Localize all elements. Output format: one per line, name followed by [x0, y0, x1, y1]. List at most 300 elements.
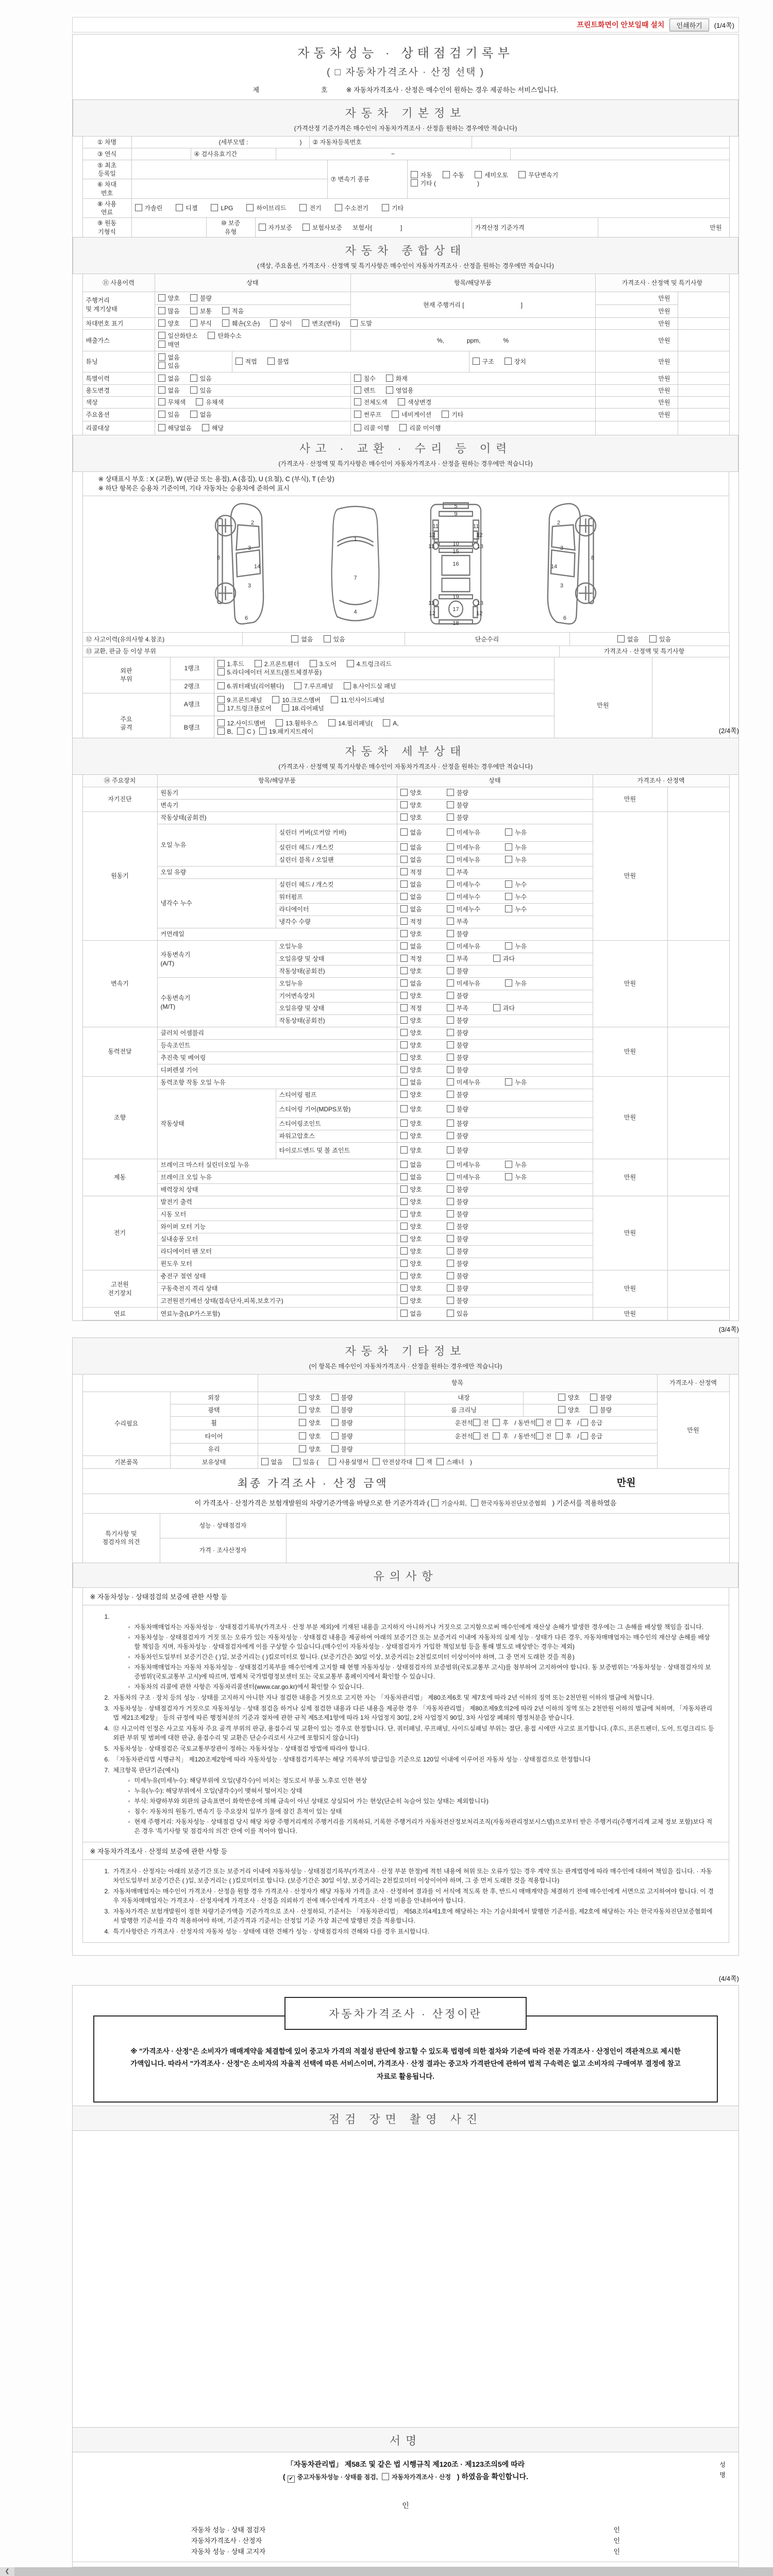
checkbox[interactable]	[217, 660, 225, 667]
checkbox[interactable]	[400, 930, 408, 937]
checkbox[interactable]	[299, 1419, 306, 1426]
table-cell: ⑤ 최초 등록일	[82, 160, 131, 179]
section-accident-history	[73, 435, 738, 472]
checkbox[interactable]	[158, 411, 165, 418]
option-label: 없음	[167, 375, 180, 382]
table-cell: 현재 주행거리 [ ]	[350, 292, 595, 318]
checkbox-option	[400, 1091, 422, 1099]
option-label: 없음	[410, 1161, 422, 1169]
horizontal-scrollbar[interactable]	[0, 2567, 773, 2576]
checkbox[interactable]	[447, 1016, 454, 1024]
option-label: 양호	[410, 1285, 422, 1293]
checkbox[interactable]	[447, 1310, 454, 1317]
option-label: 잭	[426, 1458, 432, 1466]
checkbox[interactable]	[447, 1223, 454, 1230]
checkbox[interactable]	[400, 1066, 408, 1073]
checkbox[interactable]	[436, 1458, 444, 1465]
checkbox[interactable]	[447, 918, 454, 925]
checkbox[interactable]	[447, 1198, 454, 1205]
checkbox[interactable]	[400, 1272, 408, 1279]
checkbox[interactable]	[158, 341, 165, 348]
checkbox[interactable]	[222, 319, 229, 327]
checkbox[interactable]	[400, 1223, 408, 1230]
checkbox[interactable]	[400, 1310, 408, 1317]
checkbox[interactable]	[272, 696, 279, 703]
checkbox[interactable]	[400, 1078, 408, 1086]
checkbox[interactable]	[294, 682, 301, 689]
checkbox[interactable]	[447, 905, 454, 912]
option-label: 응급	[590, 1419, 603, 1427]
checkbox[interactable]	[447, 1161, 454, 1168]
checkbox[interactable]	[208, 332, 215, 339]
checkbox[interactable]	[236, 358, 243, 365]
checkbox[interactable]	[324, 635, 331, 642]
table-cell	[258, 1404, 405, 1417]
checkbox[interactable]	[558, 1394, 565, 1401]
checkbox[interactable]	[344, 682, 351, 689]
option-label: 6.쿼터패널(리어휀다)	[227, 682, 284, 690]
checkbox[interactable]	[447, 1029, 454, 1036]
option-label: 불량	[456, 1132, 468, 1140]
checkbox[interactable]	[400, 1105, 408, 1112]
table-cell: 조향	[82, 1077, 157, 1159]
checkbox[interactable]	[505, 843, 512, 851]
checkbox[interactable]	[400, 1132, 408, 1139]
checkbox[interactable]	[493, 1419, 500, 1426]
table-cell: 스티어링 펌프	[276, 1089, 397, 1101]
checkbox[interactable]	[331, 1406, 339, 1413]
checkbox[interactable]	[447, 880, 454, 888]
checkbox[interactable]	[299, 1432, 306, 1439]
checkbox[interactable]	[217, 682, 225, 689]
checkbox[interactable]	[447, 856, 454, 863]
checkbox[interactable]	[354, 386, 361, 394]
checkbox[interactable]	[447, 1105, 454, 1112]
checkbox[interactable]	[400, 992, 408, 999]
checkbox[interactable]	[303, 224, 310, 231]
checkbox[interactable]	[158, 332, 165, 339]
checkbox[interactable]	[158, 319, 165, 327]
checkbox[interactable]	[447, 967, 454, 974]
checkbox[interactable]	[190, 307, 197, 314]
table-cell	[232, 351, 469, 372]
checkbox[interactable]	[447, 1272, 454, 1279]
checkbox[interactable]	[447, 1091, 454, 1098]
checkbox[interactable]	[400, 1161, 408, 1168]
checkbox[interactable]	[158, 424, 165, 431]
checkbox[interactable]	[447, 955, 454, 962]
table-cell: (세부모델 : )	[131, 137, 309, 148]
checkbox-option	[158, 411, 180, 419]
table-cell: 실린더 블록 / 오일팬	[276, 854, 397, 867]
diagram-part-number: 19	[452, 594, 459, 600]
checkbox[interactable]	[354, 411, 361, 418]
checkbox[interactable]	[302, 319, 309, 327]
scroll-left-arrow-icon[interactable]: ❮	[0, 2567, 14, 2576]
checkbox[interactable]	[447, 1041, 454, 1048]
checkbox[interactable]	[270, 319, 277, 327]
checkbox[interactable]	[158, 386, 165, 394]
checkbox[interactable]	[447, 828, 454, 836]
checkbox[interactable]	[400, 1297, 408, 1304]
checkbox[interactable]	[505, 358, 512, 365]
table-cell	[595, 421, 678, 435]
checkbox[interactable]	[267, 358, 275, 365]
document-title: 자동차성능 · 상태점검기록부	[297, 46, 514, 60]
checkbox[interactable]	[411, 179, 418, 187]
checkbox[interactable]	[447, 1260, 454, 1267]
checkbox[interactable]	[158, 398, 165, 405]
option-label: 기타	[392, 204, 404, 212]
checkbox[interactable]	[505, 1078, 512, 1086]
checkbox[interactable]	[382, 2473, 389, 2480]
checkbox-option	[299, 1419, 321, 1427]
checkbox[interactable]	[443, 171, 450, 178]
checkbox[interactable]	[475, 171, 482, 178]
checkbox[interactable]	[447, 942, 454, 950]
checkbox[interactable]	[505, 942, 512, 950]
checkbox[interactable]	[400, 1146, 408, 1154]
checkbox[interactable]	[447, 814, 454, 821]
checkbox[interactable]	[400, 856, 408, 863]
checkbox[interactable]	[447, 868, 454, 875]
table-cell	[131, 179, 327, 198]
checkbox[interactable]	[261, 1458, 268, 1465]
checkbox[interactable]	[447, 893, 454, 900]
checkbox[interactable]	[400, 828, 408, 836]
checkbox[interactable]	[331, 1445, 339, 1452]
checkbox[interactable]	[447, 1247, 454, 1255]
checkbox-option	[335, 204, 368, 212]
option-label: 4.트렁크리드	[356, 660, 392, 668]
checkbox[interactable]	[505, 880, 512, 888]
option-label: 미세누유	[456, 980, 481, 988]
option-label: 변조(변타)	[312, 320, 340, 328]
table-cell: ⑦ 변속기 종류	[327, 160, 407, 199]
option-label: 양호	[410, 1211, 422, 1218]
checkbox[interactable]	[400, 967, 408, 974]
checkbox[interactable]	[400, 843, 408, 851]
checkbox[interactable]	[447, 1210, 454, 1217]
checkbox[interactable]	[331, 1394, 339, 1401]
checkbox[interactable]	[493, 1432, 500, 1439]
checkbox[interactable]	[447, 843, 454, 851]
checkbox[interactable]	[581, 1432, 588, 1439]
checkbox[interactable]	[310, 660, 317, 667]
checkbox-option	[400, 1198, 422, 1206]
table-cell	[131, 160, 327, 179]
checkbox[interactable]	[400, 1016, 408, 1024]
checkbox[interactable]	[222, 307, 229, 314]
table-cell	[397, 1221, 593, 1233]
checkbox[interactable]	[400, 979, 408, 987]
checkbox[interactable]	[400, 814, 408, 821]
checkbox[interactable]	[354, 375, 361, 382]
checkbox[interactable]	[259, 224, 266, 231]
checkbox[interactable]	[190, 375, 197, 382]
table-cell: 오일 누유	[157, 824, 276, 867]
checkbox[interactable]	[447, 1004, 454, 1011]
checkbox[interactable]	[400, 880, 408, 888]
diagram-part-number: 16	[452, 561, 459, 568]
checkbox[interactable]	[431, 1499, 439, 1506]
checkbox[interactable]	[447, 1284, 454, 1292]
checkbox[interactable]	[400, 1185, 408, 1193]
checkbox[interactable]	[493, 955, 500, 962]
table-cell	[397, 879, 593, 891]
checkbox-option	[400, 1054, 422, 1062]
checkbox[interactable]	[158, 353, 165, 361]
checkbox-option	[329, 1458, 368, 1466]
checkbox[interactable]	[400, 942, 408, 950]
checkbox[interactable]	[447, 1120, 454, 1127]
checkbox-option	[217, 668, 322, 676]
checkbox[interactable]	[299, 204, 307, 211]
checkbox[interactable]	[400, 1029, 408, 1036]
option-label: 전	[545, 1419, 552, 1427]
option-label: 없음	[410, 856, 422, 864]
option-label: 있음	[167, 411, 180, 419]
checkbox[interactable]	[400, 801, 408, 808]
checkbox[interactable]	[399, 424, 407, 431]
option-label: 불량	[456, 814, 468, 822]
option-label: 구조	[482, 358, 494, 366]
checkbox[interactable]	[190, 386, 197, 394]
checkbox[interactable]	[335, 204, 342, 211]
checkbox[interactable]	[505, 893, 512, 900]
table-cell: 만원	[593, 1308, 667, 1320]
checkbox[interactable]	[447, 801, 454, 808]
table-cell: 발전기 출력	[157, 1196, 397, 1209]
car-damage-diagram	[82, 496, 729, 633]
checkbox[interactable]	[400, 893, 408, 900]
checkbox[interactable]	[400, 1198, 408, 1205]
checkbox[interactable]	[329, 1458, 336, 1465]
checkbox[interactable]	[416, 1458, 424, 1465]
checkbox[interactable]	[386, 375, 393, 382]
checkbox[interactable]	[556, 1432, 563, 1439]
checkbox[interactable]	[447, 1235, 454, 1242]
checkbox[interactable]	[400, 1091, 408, 1098]
checkbox[interactable]	[400, 1120, 408, 1127]
checkbox[interactable]	[246, 204, 254, 211]
checkbox[interactable]	[400, 1235, 408, 1242]
checkbox[interactable]	[293, 1458, 300, 1465]
checkbox[interactable]	[590, 1406, 597, 1413]
checkbox[interactable]	[536, 1432, 543, 1439]
table-cell	[397, 1184, 593, 1196]
option-label: 미세누수	[456, 906, 481, 913]
checkbox[interactable]	[176, 204, 183, 211]
checkbox[interactable]	[411, 171, 418, 178]
option-label: 없음	[199, 411, 212, 419]
option-label: 응급	[590, 1433, 603, 1440]
option-label: 적법	[245, 358, 257, 366]
checkbox[interactable]	[291, 635, 298, 642]
checkbox-option	[447, 828, 480, 837]
checkbox-option	[505, 843, 527, 852]
checkbox[interactable]	[400, 789, 408, 796]
table-cell: 가격산정 기준가격	[472, 218, 598, 238]
checkbox[interactable]	[400, 955, 408, 962]
checkbox[interactable]	[202, 424, 209, 431]
checkbox[interactable]	[447, 1078, 454, 1086]
checkbox[interactable]	[400, 918, 408, 925]
checkbox[interactable]	[505, 828, 512, 836]
table-cell: 용도변경	[82, 385, 155, 397]
checkbox[interactable]	[398, 398, 405, 405]
checkbox[interactable]	[347, 660, 354, 667]
table-cell: 연료누출(LP가스포함)	[157, 1308, 397, 1320]
checkbox[interactable]	[373, 1458, 380, 1465]
checkbox[interactable]	[447, 1173, 454, 1180]
checkbox[interactable]	[135, 204, 142, 211]
checkbox[interactable]	[581, 1419, 588, 1426]
table-cell: 특별이력	[82, 372, 155, 385]
checkbox[interactable]	[354, 424, 361, 431]
print-button[interactable]: 인쇄하기	[669, 19, 709, 31]
checkbox[interactable]	[518, 171, 526, 178]
checkbox[interactable]	[447, 979, 454, 987]
checkbox-option	[354, 386, 376, 395]
checkbox[interactable]	[299, 1394, 306, 1401]
option-label: 없음	[167, 353, 180, 361]
checkbox[interactable]	[400, 1210, 408, 1217]
checkbox[interactable]	[354, 398, 361, 405]
checkbox[interactable]	[400, 1260, 408, 1267]
checkbox[interactable]	[649, 635, 657, 642]
option-label: 3.도어	[319, 660, 337, 668]
table-cell	[397, 1258, 593, 1270]
checkbox[interactable]	[447, 789, 454, 796]
checkbox[interactable]	[158, 362, 165, 369]
checkbox[interactable]	[299, 1406, 306, 1413]
checkbox[interactable]	[400, 1173, 408, 1180]
checkbox[interactable]	[217, 704, 225, 711]
table-cell: 휠	[170, 1417, 258, 1430]
table-cell	[82, 1375, 258, 1392]
checkbox[interactable]	[473, 1432, 480, 1439]
checkbox[interactable]	[400, 1284, 408, 1292]
checkbox[interactable]	[447, 1054, 454, 1061]
option-label: LPG	[221, 204, 233, 212]
checkbox[interactable]	[400, 1247, 408, 1255]
checkbox[interactable]	[536, 1419, 543, 1426]
checkbox[interactable]	[190, 319, 197, 327]
form-table	[82, 1374, 730, 1469]
checkbox-option	[443, 171, 464, 179]
checkbox[interactable]	[447, 1146, 454, 1154]
checkbox[interactable]	[442, 411, 449, 418]
checkbox[interactable]	[158, 307, 165, 314]
final-price-label: 최종 가격조사 · 산정 금액	[237, 1478, 389, 1489]
checkbox[interactable]	[556, 1419, 563, 1426]
table-cell	[214, 657, 554, 680]
checkbox[interactable]	[617, 635, 625, 642]
checkbox[interactable]	[190, 411, 197, 418]
print-plugin-install-link[interactable]: 프린트화면이 안보일때 설치	[577, 21, 665, 29]
checkbox[interactable]	[400, 1041, 408, 1048]
checkbox[interactable]	[392, 411, 399, 418]
checkbox[interactable]	[447, 1066, 454, 1073]
checkbox[interactable]	[217, 668, 225, 675]
option-label: 네비게이션	[401, 411, 432, 419]
option-label: 누유	[515, 829, 527, 837]
option-label: 없음	[410, 881, 422, 889]
exchange-repair-header-row	[82, 646, 729, 657]
table-cell	[350, 372, 595, 385]
checkbox[interactable]	[505, 1161, 512, 1168]
checkbox[interactable]	[331, 696, 338, 703]
option-label: 일산화탄소	[167, 332, 198, 340]
checkbox[interactable]	[590, 1394, 597, 1401]
table-cell	[667, 787, 729, 812]
checkbox[interactable]	[558, 1406, 565, 1413]
checkbox[interactable]	[386, 386, 393, 394]
checkbox[interactable]	[331, 1432, 339, 1439]
checkbox[interactable]	[158, 294, 165, 301]
table-cell: 만원	[554, 657, 652, 754]
checkbox[interactable]	[282, 704, 289, 711]
checkbox-option	[400, 856, 422, 864]
checkbox[interactable]	[400, 905, 408, 912]
checkbox[interactable]	[299, 1445, 306, 1452]
car-top-outline	[321, 501, 390, 627]
checkbox[interactable]	[505, 905, 512, 912]
checkbox[interactable]	[447, 1185, 454, 1193]
checkbox-option	[400, 905, 422, 913]
table-cell: 전기	[82, 1196, 157, 1270]
checkbox[interactable]	[447, 1132, 454, 1139]
table-cell: 만원	[595, 409, 678, 421]
checkbox[interactable]	[331, 1419, 339, 1426]
checkbox-option	[447, 868, 468, 876]
final-price-row	[82, 1468, 729, 1494]
option-label: 불량	[199, 295, 212, 302]
checked-checkbox[interactable]: ✔	[288, 2476, 295, 2483]
checkbox[interactable]	[400, 1054, 408, 1061]
checkbox[interactable]	[505, 979, 512, 987]
checkbox[interactable]	[473, 358, 480, 365]
checkbox[interactable]	[400, 1004, 408, 1011]
checkbox[interactable]	[471, 1499, 478, 1506]
table-cell: 운전석 전 후 / 동반석 전 후 / 응급	[405, 1417, 657, 1430]
option-label: 적음	[231, 308, 244, 315]
checkbox[interactable]	[400, 868, 408, 875]
checkbox[interactable]	[505, 856, 512, 863]
checkbox[interactable]	[350, 319, 358, 327]
checkbox[interactable]	[505, 1173, 512, 1180]
option-label: 양호	[410, 1273, 422, 1280]
checkbox[interactable]	[473, 1419, 480, 1426]
checkbox[interactable]	[493, 1004, 500, 1011]
checkbox[interactable]	[190, 294, 197, 301]
checkbox[interactable]	[382, 204, 389, 211]
checkbox[interactable]	[217, 696, 225, 703]
checkbox[interactable]	[255, 660, 262, 667]
checkbox[interactable]	[447, 992, 454, 999]
checkbox[interactable]	[196, 398, 203, 405]
checkbox[interactable]	[447, 1297, 454, 1304]
checkbox[interactable]	[211, 204, 218, 211]
checkbox[interactable]	[158, 375, 165, 382]
option-label: 디젤	[186, 204, 198, 212]
table-cell	[397, 953, 593, 965]
checkbox-option	[505, 1078, 527, 1087]
table-cell	[350, 409, 595, 421]
checkbox-option	[400, 955, 422, 963]
checkbox[interactable]	[447, 930, 454, 937]
